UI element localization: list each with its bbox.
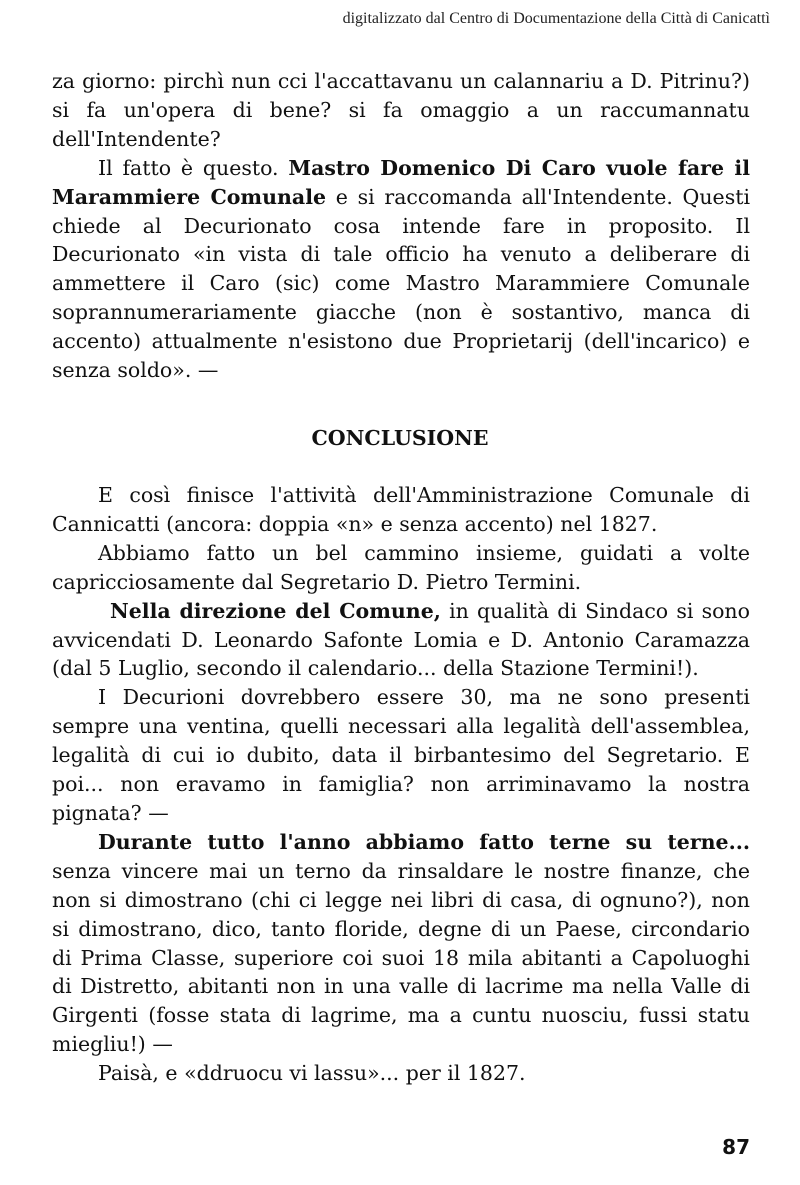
bold-phrase: Mastro Domenico Di Caro vuole fare il Marammiere Comunale bbox=[52, 155, 750, 209]
text-block-top bbox=[52, 67, 750, 385]
paragraph-text: senza vincere mai un terno da rinsaldare le nostre finanze, che non si dimostrano (chi ci legge nei libri di casa, di ognuno?), non si dimostrano, dico, tanto floride, degne di un Paese, circondario di Prima Classe, superiore coi suoi 18 mila abitanti a Capoluoghi di Distretto, abitanti non in una valle di lacrime ma nella Valle di Girgenti (fosse stata di lagrime, ma a cuntu nuosciu, fussi statu miegliu!) — bbox=[52, 858, 750, 1057]
paragraph bbox=[52, 828, 750, 1059]
paragraph: Abbiamo fatto un bel cammino insieme, guidati a volte capricciosamente dal Segretario D. Pietro Termini. bbox=[52, 540, 750, 594]
paragraph-text: Il fatto è questo. bbox=[98, 155, 289, 180]
section-title: CONCLUSIONE bbox=[311, 426, 489, 450]
bold-phrase: Nella direzione del Comune, bbox=[110, 598, 441, 623]
bold-phrase: Durante tutto l'anno abbiamo fatto terne su terne... bbox=[98, 829, 750, 854]
digitization-credit: digitalizzato dal Centro di Documentazione della Città di Canicattì bbox=[342, 10, 770, 27]
paragraph: Paisà, e «ddruocu vi lassu»... per il 1827. bbox=[98, 1061, 526, 1086]
paragraph-text: e si raccomanda all'Intendente. Questi chiede al Decurionato cosa intende fare in proposito. Il Decurionato «in vista di tale officio ha venuto a deliberare di ammettere il Caro (sic) come Mastro Marammiere Comunale soprannumerariamente giacche (non è sostantivo, manca di accento) attualmente n'esistono due Proprietarij (dell'incarico) e senza soldo». — bbox=[52, 184, 751, 383]
text-block-main bbox=[52, 481, 750, 1088]
paragraph: za giorno: pirchì nun cci l'accattavanu un calannariu a D. Pitrinu?) si fa un'opera di bene? si fa omaggio a un raccumannatu dell'Intendente? bbox=[52, 69, 750, 151]
paragraph: E così finisce l'attività dell'Amministrazione Comunale di Cannicatti (ancora: doppia «n» e senza accento) nel 1827. bbox=[52, 483, 750, 536]
page-number: 87 bbox=[722, 1135, 750, 1159]
paragraph bbox=[52, 154, 750, 385]
paragraph bbox=[52, 597, 750, 684]
paragraph: I Decurioni dovrebbero essere 30, ma ne sono presenti sempre una ventina, quelli necessari alla legalità dell'assemblea, legalità di cui io dubito, data il birbantesimo del Segretario. E poi... non eravamo in famiglia? non arriminavamo la nostra pignata? — bbox=[52, 685, 750, 825]
paragraph-text: in qualità di Sindaco si sono avvicendati D. Leonardo Safonte Lomia e D. Antonio Caramazza (dal 5 Luglio, secondo il calendario... della Stazione Termini!). bbox=[52, 598, 750, 681]
